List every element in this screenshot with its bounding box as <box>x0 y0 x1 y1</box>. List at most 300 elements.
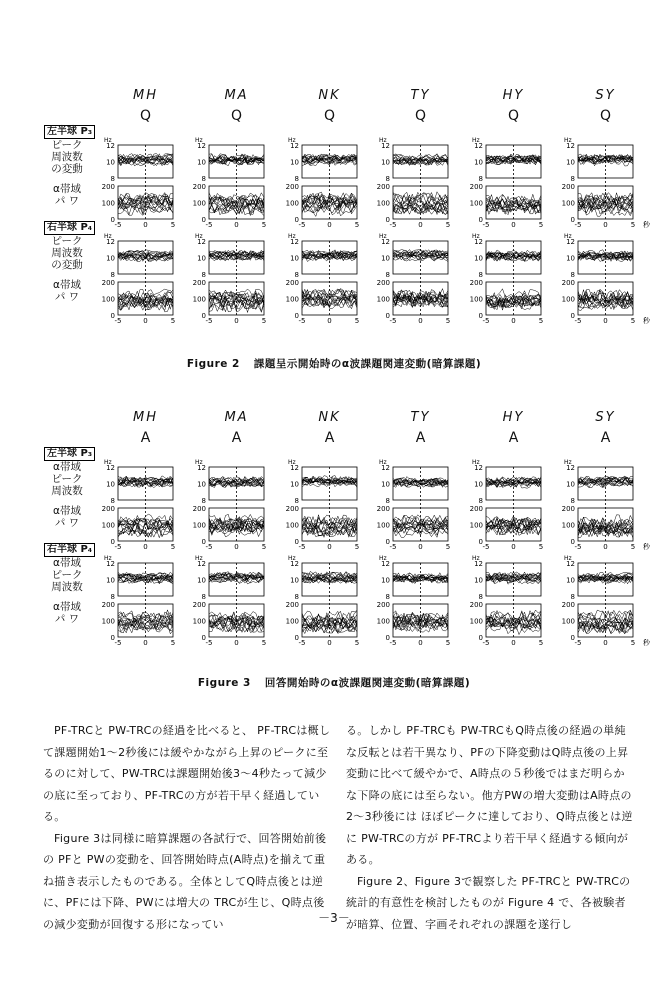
freq-tick: 12 <box>381 238 390 246</box>
subject-label: MH <box>133 88 158 103</box>
hz-unit: Hz <box>379 137 387 144</box>
freq-tick: 8 <box>385 175 390 183</box>
x-tick: -5 <box>482 317 490 325</box>
x-tick: 5 <box>538 221 544 229</box>
power-tick: 0 <box>478 216 483 224</box>
x-tick: 0 <box>418 317 423 325</box>
power-tick: 0 <box>294 538 299 546</box>
x-tick: 0 <box>143 317 148 325</box>
power-tick: 0 <box>570 538 575 546</box>
condition-label: A <box>140 430 151 446</box>
x-tick: -5 <box>482 221 490 229</box>
x-tick: -5 <box>574 221 582 229</box>
x-tick: 5 <box>445 317 451 325</box>
x-tick: 5 <box>261 221 267 229</box>
freq-tick: 12 <box>381 464 390 472</box>
hz-unit: Hz <box>195 137 203 144</box>
power-tick: 100 <box>561 199 575 208</box>
figure-3 <box>0 400 668 700</box>
body-column-right <box>346 720 636 935</box>
freq-tick: 12 <box>290 142 299 150</box>
x-tick: 5 <box>538 317 544 325</box>
freq-tick: 10 <box>197 576 206 585</box>
hz-unit: Hz <box>288 555 296 562</box>
power-tick: 100 <box>561 521 575 530</box>
freq-tick: 12 <box>106 238 115 246</box>
x-tick: 5 <box>170 543 176 551</box>
panel <box>377 137 451 229</box>
x-tick: -5 <box>574 317 582 325</box>
peak-frequency-label: ピーク 周波数 の変動 <box>51 139 83 175</box>
x-tick: 5 <box>261 543 267 551</box>
panel <box>377 459 451 551</box>
subject-label: MA <box>224 410 249 425</box>
power-tick: 100 <box>285 521 299 530</box>
freq-tick: 10 <box>474 254 483 263</box>
x-tick: -5 <box>205 639 213 647</box>
x-tick: 0 <box>327 317 332 325</box>
panel <box>470 233 544 325</box>
power-tick: 200 <box>376 601 390 609</box>
power-tick: 0 <box>294 312 299 320</box>
x-tick: 5 <box>261 317 267 325</box>
hz-unit: Hz <box>288 459 296 466</box>
condition-label: Q <box>323 108 336 124</box>
x-tick: 5 <box>538 543 544 551</box>
x-tick: -5 <box>389 221 397 229</box>
x-tick: 0 <box>511 221 516 229</box>
power-tick: 100 <box>469 617 483 626</box>
x-tick: -5 <box>389 639 397 647</box>
freq-tick: 10 <box>381 576 390 585</box>
power-tick: 100 <box>469 521 483 530</box>
power-tick: 200 <box>192 505 206 513</box>
freq-tick: 12 <box>290 560 299 568</box>
peak-frequency-label: α帯域 ピーク 周波数 <box>51 557 83 593</box>
panel <box>193 555 267 647</box>
figure-3-caption-text: 回答開始時のα波課題関連変動(暗算課題) <box>264 677 471 689</box>
freq-tick: 10 <box>197 158 206 167</box>
freq-tick: 12 <box>197 464 206 472</box>
freq-tick: 10 <box>290 158 299 167</box>
freq-tick: 12 <box>474 560 483 568</box>
hz-unit: Hz <box>104 137 112 144</box>
freq-tick: 8 <box>294 497 299 505</box>
power-tick: 200 <box>561 279 575 287</box>
x-tick: 0 <box>511 543 516 551</box>
power-tick: 0 <box>570 216 575 224</box>
power-tick: 0 <box>478 312 483 320</box>
condition-label: A <box>415 430 426 446</box>
hz-unit: Hz <box>288 233 296 240</box>
x-tick: -5 <box>205 543 213 551</box>
x-tick: -5 <box>298 543 306 551</box>
power-tick: 0 <box>110 312 115 320</box>
power-tick: 100 <box>192 617 206 626</box>
x-tick: 0 <box>143 639 148 647</box>
hz-unit: Hz <box>379 233 387 240</box>
x-tick: 5 <box>354 221 360 229</box>
x-tick: -5 <box>298 317 306 325</box>
power-tick: 200 <box>376 183 390 191</box>
freq-tick: 12 <box>197 560 206 568</box>
x-tick: 5 <box>538 639 544 647</box>
panel <box>562 137 651 229</box>
panel <box>193 233 267 325</box>
x-unit: 秒 <box>643 543 650 551</box>
freq-tick: 8 <box>570 497 575 505</box>
freq-tick: 8 <box>385 497 390 505</box>
freq-tick: 8 <box>110 271 115 279</box>
power-tick: 100 <box>101 521 115 530</box>
hz-unit: Hz <box>564 233 572 240</box>
power-tick: 100 <box>101 295 115 304</box>
hz-unit: Hz <box>195 459 203 466</box>
freq-tick: 10 <box>381 480 390 489</box>
right-hemisphere-label: 右半球 P₄ <box>44 543 95 557</box>
freq-tick: 8 <box>570 271 575 279</box>
x-tick: -5 <box>114 639 122 647</box>
x-tick: -5 <box>389 543 397 551</box>
power-tick: 200 <box>192 279 206 287</box>
power-tick: 200 <box>376 279 390 287</box>
power-tick: 200 <box>376 505 390 513</box>
x-tick: 0 <box>418 639 423 647</box>
alpha-power-label: α帯域 パ ワ <box>53 183 81 207</box>
x-tick: -5 <box>482 543 490 551</box>
right-hemisphere-label: 右半球 P₄ <box>44 221 95 235</box>
x-tick: 5 <box>630 317 636 325</box>
power-tick: 0 <box>201 312 206 320</box>
x-tick: -5 <box>574 543 582 551</box>
condition-label: Q <box>507 108 520 124</box>
subject-label: NK <box>318 88 341 103</box>
x-unit: 秒 <box>643 639 650 647</box>
hz-unit: Hz <box>379 555 387 562</box>
freq-tick: 8 <box>478 497 483 505</box>
x-tick: 5 <box>445 543 451 551</box>
hz-unit: Hz <box>564 137 572 144</box>
power-tick: 0 <box>385 538 390 546</box>
figure-2 <box>0 78 668 378</box>
freq-tick: 10 <box>566 480 575 489</box>
hz-unit: Hz <box>472 459 480 466</box>
power-tick: 100 <box>469 295 483 304</box>
freq-tick: 12 <box>290 464 299 472</box>
panel <box>470 137 544 229</box>
freq-tick: 10 <box>474 576 483 585</box>
hz-unit: Hz <box>379 459 387 466</box>
condition-label: A <box>231 430 242 446</box>
x-tick: -5 <box>298 221 306 229</box>
x-tick: 0 <box>603 317 608 325</box>
freq-tick: 12 <box>106 464 115 472</box>
power-tick: 200 <box>285 505 299 513</box>
x-tick: 0 <box>327 221 332 229</box>
power-tick: 0 <box>201 538 206 546</box>
x-tick: 5 <box>630 639 636 647</box>
alpha-power-label: α帯域 パ ワ <box>53 505 81 529</box>
x-tick: -5 <box>205 221 213 229</box>
condition-label: A <box>508 430 519 446</box>
hz-unit: Hz <box>288 137 296 144</box>
panel <box>562 459 651 551</box>
panel <box>286 555 360 647</box>
power-tick: 200 <box>192 183 206 191</box>
power-tick: 200 <box>469 601 483 609</box>
power-tick: 200 <box>561 183 575 191</box>
x-tick: -5 <box>114 543 122 551</box>
x-tick: -5 <box>114 317 122 325</box>
x-tick: 5 <box>170 317 176 325</box>
x-tick: 0 <box>234 317 239 325</box>
x-tick: 5 <box>354 317 360 325</box>
power-tick: 200 <box>285 183 299 191</box>
freq-tick: 12 <box>106 142 115 150</box>
power-tick: 100 <box>561 617 575 626</box>
peak-frequency-label: α帯域 ピーク 周波数 <box>51 461 83 497</box>
x-tick: 5 <box>354 543 360 551</box>
power-tick: 200 <box>101 505 115 513</box>
condition-label: Q <box>139 108 152 124</box>
x-tick: 5 <box>261 639 267 647</box>
body-paragraph: PF-TRCと PW-TRCの経過を比べると、 PF-TRCは概して課題開始1～2秒後には緩やかながら上昇のピークに至るのに対して、PW-TRCは課題開始後3～4秒たって減少の底に至っており、PF-TRCの方が若干早く経過している。 <box>43 724 331 823</box>
power-tick: 0 <box>110 634 115 642</box>
freq-tick: 8 <box>294 271 299 279</box>
freq-tick: 10 <box>197 480 206 489</box>
power-tick: 100 <box>285 199 299 208</box>
subject-label: SY <box>595 88 616 103</box>
peak-frequency-label: ピーク 周波数 の変動 <box>51 235 83 271</box>
panel <box>562 555 651 647</box>
panel <box>193 459 267 551</box>
freq-tick: 8 <box>201 593 206 601</box>
power-tick: 100 <box>376 617 390 626</box>
freq-tick: 10 <box>290 576 299 585</box>
freq-tick: 12 <box>566 142 575 150</box>
x-unit: 秒 <box>643 317 650 325</box>
freq-tick: 10 <box>290 480 299 489</box>
freq-tick: 12 <box>566 464 575 472</box>
freq-tick: 10 <box>381 158 390 167</box>
x-tick: 0 <box>143 543 148 551</box>
freq-tick: 12 <box>197 142 206 150</box>
freq-tick: 8 <box>478 175 483 183</box>
x-tick: -5 <box>114 221 122 229</box>
x-tick: 0 <box>234 639 239 647</box>
x-tick: 0 <box>511 317 516 325</box>
freq-tick: 10 <box>474 480 483 489</box>
x-tick: 0 <box>327 543 332 551</box>
panel <box>286 137 360 229</box>
power-tick: 200 <box>101 279 115 287</box>
x-tick: -5 <box>574 639 582 647</box>
panel <box>193 137 267 229</box>
power-tick: 0 <box>110 538 115 546</box>
power-tick: 100 <box>192 295 206 304</box>
power-tick: 200 <box>192 601 206 609</box>
x-tick: 0 <box>418 221 423 229</box>
power-tick: 100 <box>101 199 115 208</box>
freq-tick: 12 <box>566 560 575 568</box>
left-hemisphere-label: 左半球 P₃ <box>44 447 95 461</box>
figure-3-caption <box>0 675 668 690</box>
panel <box>102 459 176 551</box>
power-tick: 200 <box>469 183 483 191</box>
panel <box>470 459 544 551</box>
hz-unit: Hz <box>104 459 112 466</box>
power-tick: 200 <box>469 279 483 287</box>
freq-tick: 8 <box>294 593 299 601</box>
freq-tick: 8 <box>294 175 299 183</box>
x-tick: 0 <box>603 639 608 647</box>
freq-tick: 8 <box>201 271 206 279</box>
subject-label: HY <box>502 88 525 103</box>
freq-tick: 8 <box>478 593 483 601</box>
panel <box>562 233 651 325</box>
subject-label: HY <box>502 410 525 425</box>
x-tick: 5 <box>170 639 176 647</box>
panel <box>377 555 451 647</box>
power-tick: 100 <box>469 199 483 208</box>
body-paragraph: る。しかし PF-TRCも PW-TRCもQ時点後の経過の単純な反転とは若干異なり、PFの下降変動はQ時点後の上昇変動に比べて緩やかで、A時点の５秒後ではまだ明らかな下降の底には至らない。他方PWの増大変動はA時点の 2～3秒後には ほぼピークに達しており、Q時点後とは逆に PW-TRCの方が PF-TRCより若干早く経過する傾向がある。 <box>346 724 633 866</box>
alpha-power-label: α帯域 パ ワ <box>53 601 81 625</box>
figure-2-caption-num: Figure 2 <box>186 358 240 370</box>
freq-tick: 12 <box>474 142 483 150</box>
power-tick: 100 <box>561 295 575 304</box>
x-tick: -5 <box>389 317 397 325</box>
panel <box>102 233 176 325</box>
freq-tick: 8 <box>478 271 483 279</box>
power-tick: 200 <box>561 505 575 513</box>
alpha-power-label: α帯域 パ ワ <box>53 279 81 303</box>
power-tick: 200 <box>101 183 115 191</box>
condition-label: Q <box>414 108 427 124</box>
hz-unit: Hz <box>195 233 203 240</box>
x-tick: 5 <box>630 543 636 551</box>
hz-unit: Hz <box>472 137 480 144</box>
hz-unit: Hz <box>564 555 572 562</box>
x-tick: -5 <box>482 639 490 647</box>
freq-tick: 8 <box>570 175 575 183</box>
freq-tick: 10 <box>197 254 206 263</box>
panel <box>102 555 176 647</box>
freq-tick: 12 <box>106 560 115 568</box>
freq-tick: 8 <box>201 497 206 505</box>
panel <box>102 137 176 229</box>
power-trace <box>118 299 173 311</box>
freq-tick: 10 <box>566 254 575 263</box>
hz-unit: Hz <box>104 555 112 562</box>
freq-tick: 10 <box>106 480 115 489</box>
x-tick: 0 <box>327 639 332 647</box>
x-tick: 0 <box>603 543 608 551</box>
power-tick: 0 <box>385 216 390 224</box>
page-number: －3－ <box>318 911 350 925</box>
power-tick: 0 <box>294 634 299 642</box>
condition-label: A <box>600 430 611 446</box>
power-tick: 200 <box>469 505 483 513</box>
power-tick: 0 <box>478 538 483 546</box>
hz-unit: Hz <box>472 555 480 562</box>
power-tick: 200 <box>561 601 575 609</box>
power-tick: 100 <box>376 295 390 304</box>
freq-tick: 8 <box>110 497 115 505</box>
x-unit: 秒 <box>643 221 650 229</box>
freq-tick: 8 <box>110 175 115 183</box>
x-tick: 5 <box>354 639 360 647</box>
freq-tick: 10 <box>106 158 115 167</box>
x-tick: 0 <box>418 543 423 551</box>
figure-3-caption-num: Figure 3 <box>197 677 251 689</box>
power-tick: 0 <box>478 634 483 642</box>
left-hemisphere-label: 左半球 P₃ <box>44 125 95 139</box>
body-paragraph: Figure 3は同様に暗算課題の各試行で、回答開始前後の PFと PWの変動を、回答開始時点(A時点)を揃えて重ね描き表示したものである。全体としてQ時点後とは逆に、PFには下降、PWには増大の TRCが生じ、Q時点後の減少変動が回復する形になってい <box>43 831 327 931</box>
subject-label: MA <box>224 88 249 103</box>
freq-tick: 10 <box>566 158 575 167</box>
power-tick: 0 <box>294 216 299 224</box>
power-tick: 0 <box>110 216 115 224</box>
x-tick: 0 <box>511 639 516 647</box>
power-tick: 0 <box>201 216 206 224</box>
power-tick: 0 <box>385 634 390 642</box>
hz-unit: Hz <box>564 459 572 466</box>
x-tick: 0 <box>234 543 239 551</box>
condition-label: A <box>324 430 335 446</box>
freq-tick: 12 <box>381 142 390 150</box>
x-tick: -5 <box>298 639 306 647</box>
power-tick: 0 <box>570 312 575 320</box>
panel <box>377 233 451 325</box>
figure-2-caption <box>0 356 668 371</box>
power-tick: 100 <box>101 617 115 626</box>
freq-tick: 8 <box>110 593 115 601</box>
power-tick: 100 <box>376 521 390 530</box>
x-tick: 5 <box>170 221 176 229</box>
power-tick: 200 <box>101 601 115 609</box>
freq-tick: 10 <box>106 576 115 585</box>
freq-tick: 8 <box>385 593 390 601</box>
power-tick: 100 <box>192 199 206 208</box>
body-column-left <box>43 720 333 935</box>
condition-label: Q <box>230 108 243 124</box>
subject-label: TY <box>410 88 431 103</box>
subject-label: TY <box>410 410 431 425</box>
freq-tick: 10 <box>290 254 299 263</box>
freq-tick: 10 <box>106 254 115 263</box>
freq-tick: 10 <box>566 576 575 585</box>
freq-tick: 8 <box>385 271 390 279</box>
x-tick: -5 <box>205 317 213 325</box>
condition-label: Q <box>599 108 612 124</box>
hz-unit: Hz <box>104 233 112 240</box>
freq-tick: 12 <box>197 238 206 246</box>
x-tick: 0 <box>603 221 608 229</box>
power-tick: 0 <box>201 634 206 642</box>
power-tick: 200 <box>285 601 299 609</box>
x-tick: 5 <box>630 221 636 229</box>
x-tick: 0 <box>234 221 239 229</box>
freq-tick: 12 <box>290 238 299 246</box>
x-tick: 0 <box>143 221 148 229</box>
x-tick: 5 <box>445 639 451 647</box>
x-tick: 5 <box>445 221 451 229</box>
freq-tick: 8 <box>570 593 575 601</box>
freq-tick: 12 <box>474 238 483 246</box>
panel <box>286 459 360 551</box>
subject-label: MH <box>133 410 158 425</box>
power-tick: 100 <box>285 617 299 626</box>
